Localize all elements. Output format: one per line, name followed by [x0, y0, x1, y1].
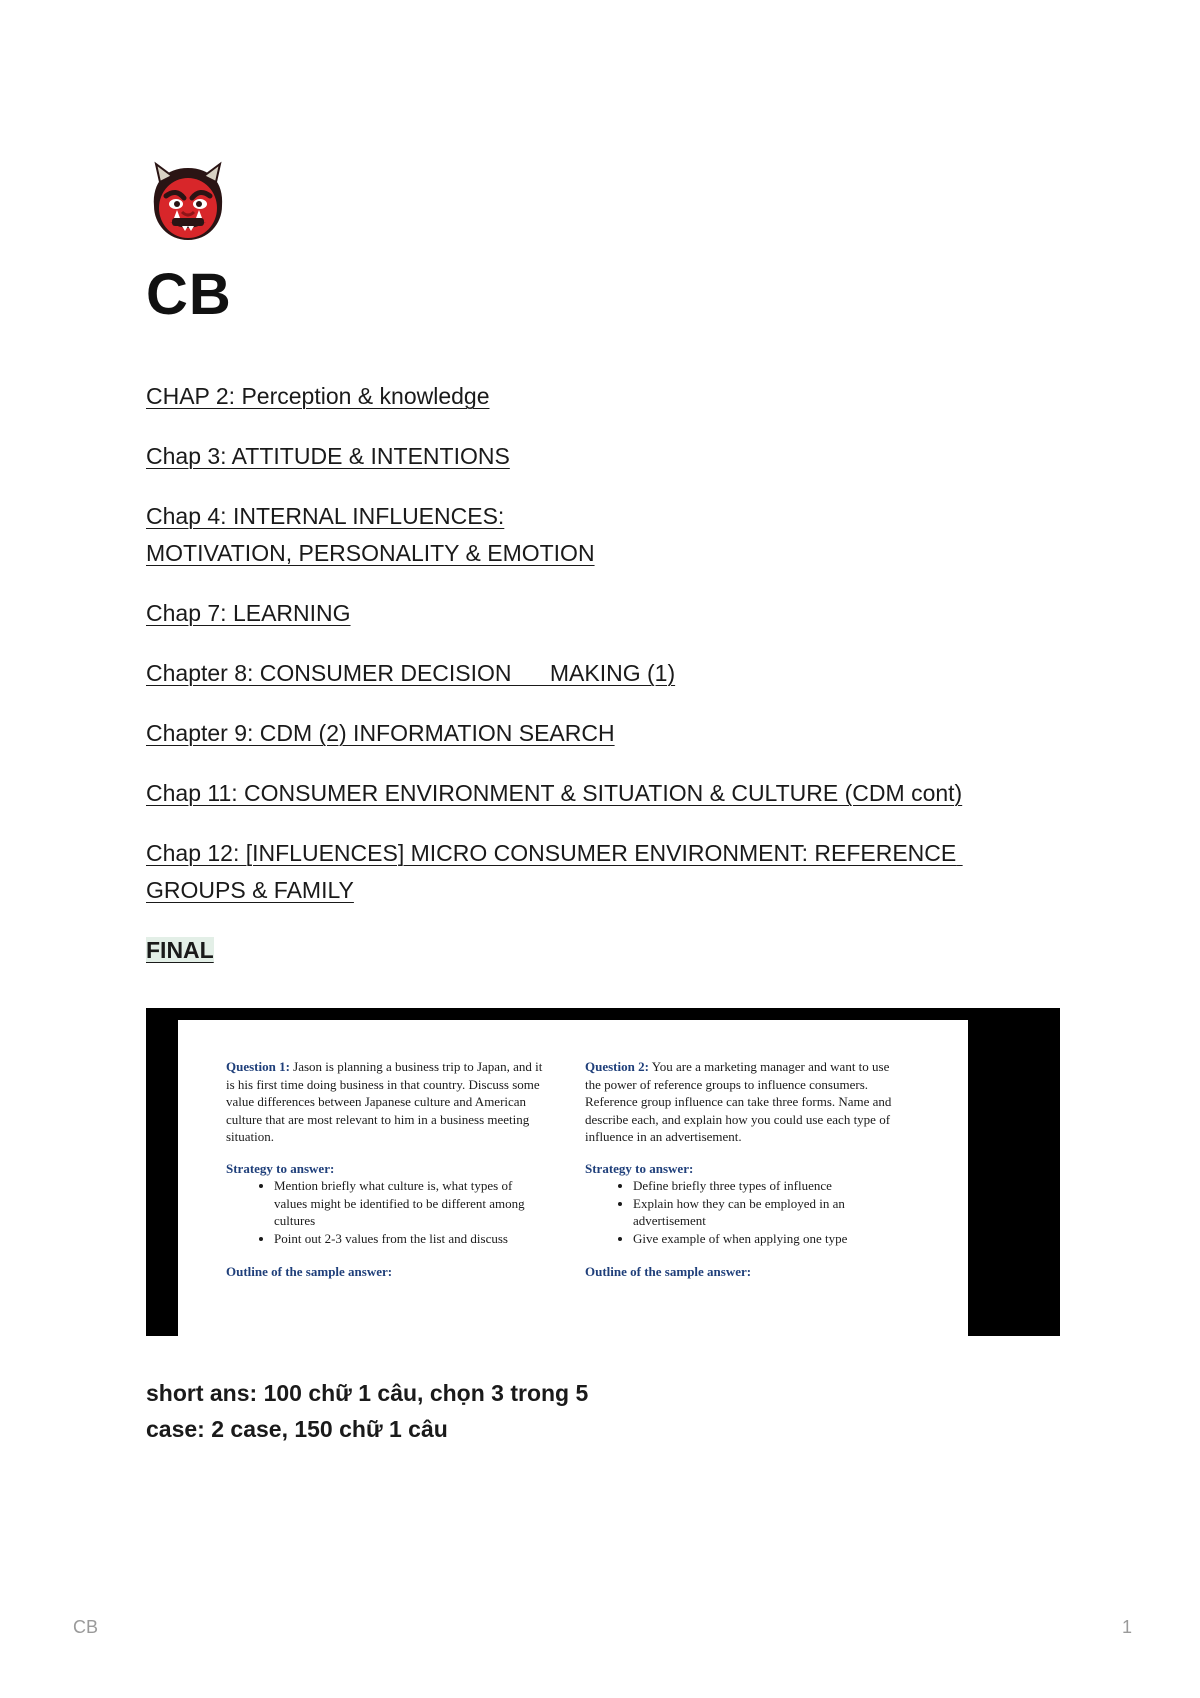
link-chap-8[interactable]: Chapter 8: CONSUMER DECISION MAKING (1) — [146, 660, 676, 686]
question-1-column — [226, 1058, 548, 1281]
question-2-outline-label: Outline of the sample answer: — [585, 1264, 752, 1279]
question-1-label: Question 1: — [226, 1059, 290, 1074]
list-item: • Give example of when applying one type — [633, 1230, 907, 1248]
link-final[interactable] — [146, 932, 1046, 969]
page-title: CB — [146, 262, 232, 327]
question-2-column — [585, 1058, 907, 1281]
question-1-text: Jason is planning a business trip to Japan, and it is his first time doing business in that country. Discuss some value differences between Japanese culture and American culture that are most relevant to him in a business meeting situation. — [226, 1059, 543, 1144]
list-item: • Point out 2-3 values from the list and discuss — [274, 1230, 548, 1248]
link-chap-4[interactable]: Chap 4: INTERNAL INFLUENCES: MOTIVATION, PERSONALITY & EMOTION — [146, 503, 595, 566]
slide-content — [178, 1020, 968, 1336]
link-chap-3[interactable]: Chap 3: ATTITUDE & INTENTIONS — [146, 443, 510, 469]
ogre-face-icon — [146, 160, 230, 244]
link-chap-9[interactable]: Chapter 9: CDM (2) INFORMATION SEARCH — [146, 720, 615, 746]
exam-format-summary — [146, 1375, 588, 1447]
chapter-links — [146, 378, 1046, 992]
question-1-strategy-label: Strategy to answer: — [226, 1160, 335, 1176]
embedded-slide-image — [146, 1008, 1060, 1336]
link-chap-12[interactable]: Chap 12: [INFLUENCES] MICRO CONSUMER ENVIRONMENT: REFERENCE GROUPS & FAMILY — [146, 840, 963, 903]
link-chap-11[interactable]: Chap 11: CONSUMER ENVIRONMENT & SITUATION & CULTURE (CDM cont) — [146, 780, 963, 806]
list-item: • Explain how they can be employed in an advertisement — [633, 1195, 907, 1230]
footer-title: CB — [73, 1617, 99, 1637]
page-number: 1 — [1121, 1617, 1132, 1637]
list-item: • Mention briefly what culture is, what types of values might be identified to be different among cultures — [274, 1177, 548, 1230]
question-2-text: You are a marketing manager and want to use the power of reference groups to influence consumers. Reference group influence can take three forms. Name and describe each, and explain how you could use each type of influence in an advertisement. — [585, 1059, 892, 1144]
question-1-bullets — [226, 1177, 548, 1247]
link-chap-2[interactable]: CHAP 2: Perception & knowledge — [146, 383, 490, 409]
link-final-label: FINAL — [146, 937, 214, 963]
question-2-strategy-label: Strategy to answer: — [585, 1160, 694, 1176]
question-1-outline-label: Outline of the sample answer: — [226, 1264, 393, 1279]
question-2-label: Question 2: — [585, 1059, 649, 1074]
list-item: • Define briefly three types of influence — [633, 1177, 907, 1195]
link-chap-7[interactable]: Chap 7: LEARNING — [146, 600, 351, 626]
summary-short-answer: short ans: 100 chữ 1 câu, chọn 3 trong 5 — [146, 1380, 589, 1406]
question-2-bullets — [585, 1177, 907, 1247]
summary-case: case: 2 case, 150 chữ 1 câu — [146, 1416, 448, 1442]
